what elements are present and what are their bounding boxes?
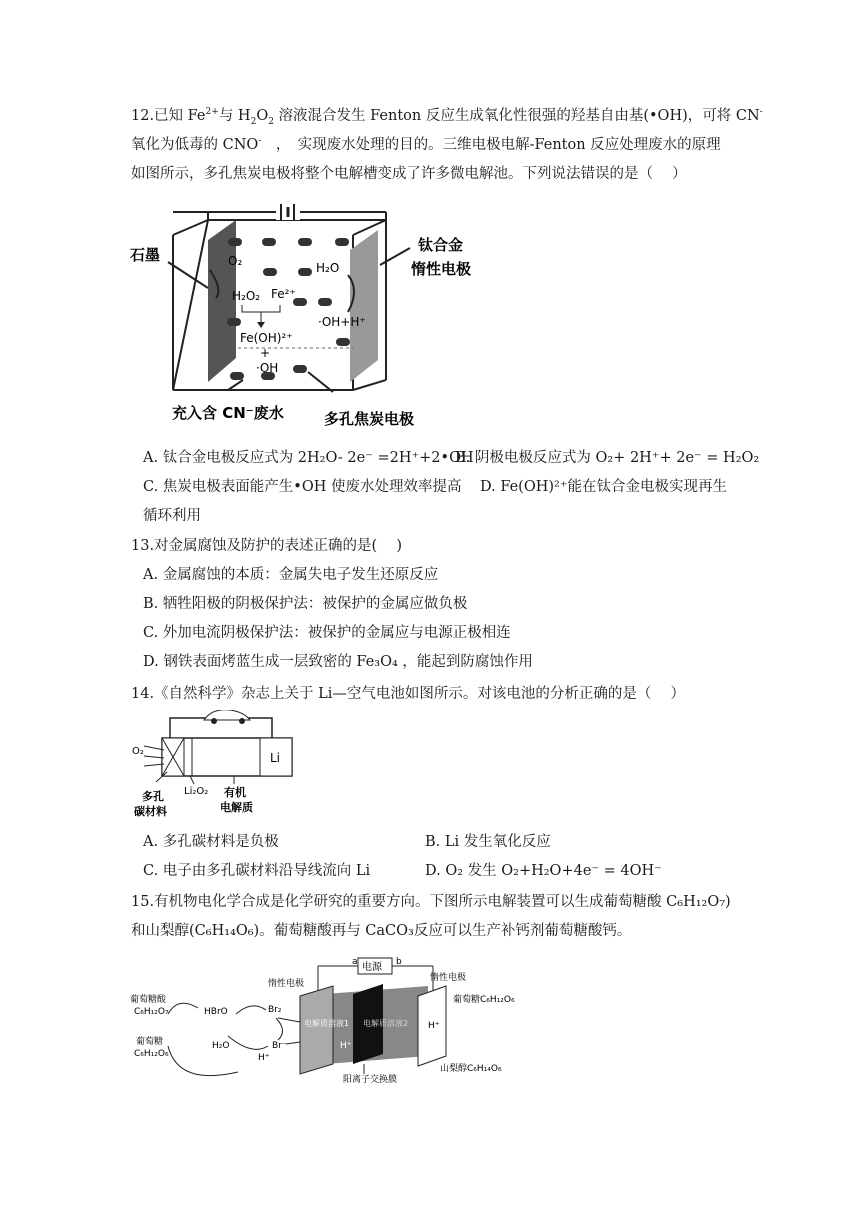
q15-fig-gluconic2: C₆H₁₂O₇ <box>134 1007 169 1017</box>
q12-stem-line3: 如图所示，多孔焦炭电极将整个电解槽变成了许多微电解池。下列说法错误的是（ ） <box>131 166 687 182</box>
q15-electrolysis-figure <box>128 956 548 1086</box>
q15-fig-sol1: 电解质溶液1 <box>304 1019 350 1028</box>
q14-fig-li: Li <box>270 751 281 765</box>
q15-fig-inert-right: 惰性电极 <box>430 973 467 983</box>
q15-fig-power: 电源 <box>362 962 382 973</box>
q15-fig-hbro: HBrO <box>204 1007 228 1017</box>
q12-fig-ohh: ·OH+H⁺ <box>318 315 366 329</box>
q15-fig-h2o: H₂O <box>212 1041 230 1051</box>
q14-option-d[interactable]: D. O₂ 发生 O₂+H₂O+4e⁻ = 4OH⁻ <box>425 863 662 879</box>
q15-fig-h-plus: H⁺ <box>258 1053 270 1063</box>
q12-fig-plus: + <box>260 346 271 360</box>
q14-fig-porous2: 碳材料 <box>134 805 167 818</box>
q15-fig-hplus-mid: H⁺ <box>340 1041 352 1051</box>
q14-li-air-figure <box>132 710 302 825</box>
q15-fig-gluconic1: 葡萄糖酸 <box>130 995 167 1005</box>
q14-fig-organic2: 电解质 <box>220 801 253 814</box>
q13-option-b[interactable]: B. 牺牲阳极的阴极保护法：被保护的金属应做负极 <box>143 596 468 612</box>
q15-stem-line2: 和山梨醇(C₆H₁₄O₆)。葡萄糖酸再与 CaCO₃反应可以生产补钙剂葡萄糖酸钙。 <box>131 923 632 939</box>
q14-option-a[interactable]: A. 多孔碳材料是负极 <box>143 834 279 850</box>
q12-fig-h2o: H₂O <box>316 261 340 275</box>
q12-option-d-cont: 循环利用 <box>143 508 201 524</box>
q15-fig-hplus-right: H⁺ <box>428 1021 440 1031</box>
q12-fig-feoh: Fe(OH)²⁺ <box>240 331 293 345</box>
q15-fig-glucose1: 葡萄糖 <box>136 1037 164 1047</box>
q12-fig-inlet: 充入含 CN⁻废水 <box>172 404 284 422</box>
q14-fig-porous1: 多孔 <box>142 790 164 803</box>
q12-fig-o2: O₂ <box>228 254 243 268</box>
q12-option-b[interactable]: B. 阴极电极反应式为 O₂+ 2H⁺+ 2e⁻ = H₂O₂ <box>455 450 760 466</box>
q13-option-d[interactable]: D. 钢铁表面烤蓝生成一层致密的 Fe₃O₄ ，能起到防腐蚀作用 <box>143 654 533 670</box>
q14-option-c[interactable]: C. 电子由多孔碳材料沿导线流向 Li <box>143 863 371 879</box>
q12-option-a[interactable]: A. 钛合金电极反应式为 2H₂O- 2e⁻ =2H⁺+2•OH <box>143 450 474 466</box>
q12-stem-line2: 氧化为低毒的 CNO- ， 实现废水处理的目的。三维电极电解-Fenton 反应处理废水的原理 <box>131 136 721 153</box>
q13-option-c[interactable]: C. 外加电流阴极保护法：被保护的金属应与电源正极相连 <box>143 625 511 641</box>
q15-fig-glucose2: C₆H₁₂O₆ <box>134 1049 169 1059</box>
q12-fig-h2o2: H₂O₂ <box>232 289 261 303</box>
q14-fig-o2: O₂ <box>132 746 144 757</box>
q15-fig-br2: Br₂ <box>268 1005 282 1015</box>
q15-fig-membrane: 阳离子交换膜 <box>343 1075 398 1085</box>
q14-option-b[interactable]: B. Li 发生氧化反应 <box>425 834 551 850</box>
q12-fig-graphite: 石墨 <box>130 246 161 264</box>
q12-fig-titanium1: 钛合金 <box>418 236 464 254</box>
q12-electrolysis-figure <box>128 190 488 440</box>
q15-fig-sorbitol: 山梨醇C₆H₁₄O₆ <box>440 1064 502 1074</box>
q15-fig-a: a <box>352 957 358 967</box>
q14-fig-li2o2: Li₂O₂ <box>184 786 209 797</box>
q12-stem-line1: 12.已知 $Fe^{2+}$与 $H_2O_2$ 溶液混合发生 Fenton 反应生成氧化性很强的羟基自由基(•OH)，可将 CN- <box>131 107 763 127</box>
q12-option-d[interactable]: D. Fe(OH)²⁺能在钛合金电极实现再生 <box>480 479 727 495</box>
q12-fig-oh: ·OH <box>256 361 279 375</box>
q12-fig-titanium2: 惰性电极 <box>411 260 472 278</box>
q12-fig-fe2: Fe²⁺ <box>271 287 296 301</box>
q12-option-c[interactable]: C. 焦炭电极表面能产生•OH 使废水处理效率提高 <box>143 479 462 495</box>
q15-fig-glucose-right: 葡萄糖C₆H₁₂O₆ <box>453 995 515 1005</box>
q15-fig-br-minus: Br⁻ <box>272 1041 287 1051</box>
q12-fig-coke: 多孔焦炭电极 <box>324 410 415 428</box>
q15-stem-line1: 15.有机物电化学合成是化学研究的重要方向。下图所示电解装置可以生成葡萄糖酸 C₆H₁₂O₇) <box>131 894 731 910</box>
q15-fig-sol2: 电解质溶液2 <box>363 1019 409 1028</box>
q13-option-a[interactable]: A. 金属腐蚀的本质：金属失电子发生还原反应 <box>143 567 439 583</box>
q14-stem: 14.《自然科学》杂志上关于 Li—空气电池如图所示。对该电池的分析正确的是（ ） <box>131 686 686 702</box>
q14-fig-organic1: 有机 <box>224 786 246 799</box>
q15-fig-b: b <box>396 957 402 967</box>
q15-fig-inert-left: 惰性电极 <box>268 979 305 989</box>
q13-stem: 13.对金属腐蚀及防护的表述正确的是( ) <box>131 538 402 554</box>
